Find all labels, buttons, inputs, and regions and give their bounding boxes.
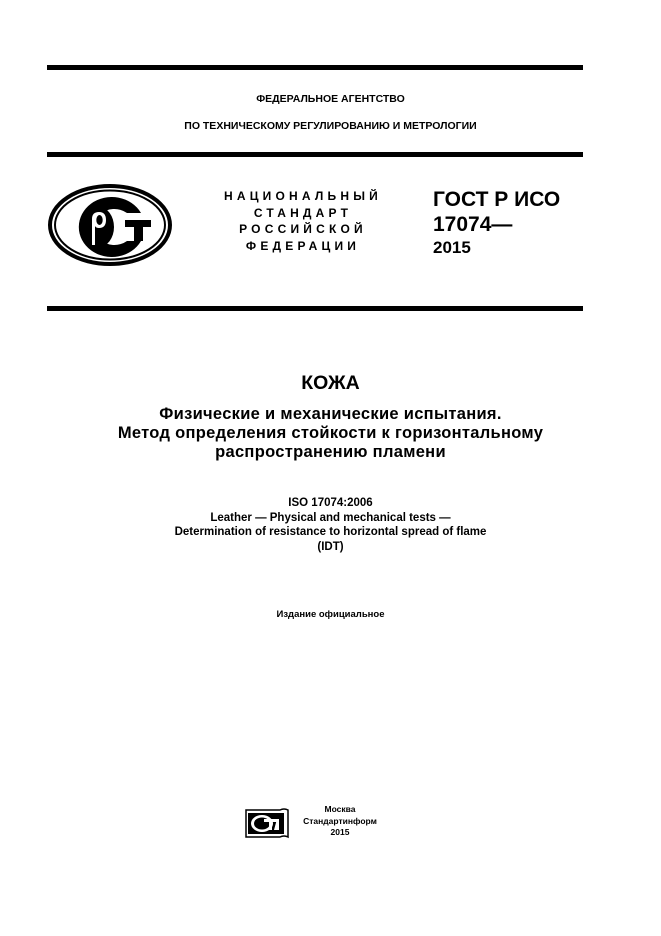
publisher-year: 2015 bbox=[330, 827, 350, 837]
agency-name-line2: ПО ТЕХНИЧЕСКОМУ РЕГУЛИРОВАНИЮ И МЕТРОЛОГИИ bbox=[184, 120, 477, 132]
designation-line1: ГОСТ Р ИСО bbox=[433, 188, 561, 211]
iso-title-line: Leather — Physical and mechanical tests — bbox=[210, 511, 451, 524]
iso-title-line: Determination of resistance to horizontal spread of flame bbox=[174, 526, 487, 538]
national-line: ФЕДЕРАЦИИ bbox=[245, 238, 361, 253]
national-line: РОССИЙСКОЙ bbox=[239, 222, 367, 236]
national-line: СТАНДАРТ bbox=[253, 205, 353, 220]
publisher-city: Москва bbox=[324, 804, 356, 814]
document-title: КОЖА bbox=[301, 372, 360, 394]
top-rule bbox=[47, 65, 583, 70]
header-rule bbox=[47, 152, 583, 157]
document-subtitle bbox=[0, 405, 661, 462]
publisher-name: Стандартинформ bbox=[303, 815, 377, 826]
subtitle-line: распространению пламени bbox=[215, 443, 446, 461]
publisher-imprint bbox=[295, 804, 385, 839]
national-standard-label bbox=[208, 188, 398, 254]
subtitle-line: Физические и механические испытания. bbox=[159, 405, 502, 423]
subtitle-line: Метод определения стойкости к горизонтальному bbox=[117, 424, 544, 442]
rst-emblem-icon bbox=[47, 183, 173, 267]
standard-block-rule bbox=[47, 306, 583, 311]
iso-reference bbox=[0, 496, 661, 554]
standard-designation bbox=[433, 187, 560, 259]
iso-number: ISO 17074:2006 bbox=[288, 497, 373, 509]
designation-line2: 17074— bbox=[433, 213, 513, 236]
agency-name-line1: ФЕДЕРАЛЬНОЕ АГЕНТСТВО bbox=[256, 93, 405, 105]
standartinform-logo-icon bbox=[244, 807, 290, 840]
iso-equivalence: (IDT) bbox=[317, 540, 344, 553]
edition-label: Издание официальное bbox=[276, 609, 385, 620]
national-line: НАЦИОНАЛЬНЫЙ bbox=[223, 189, 383, 203]
designation-year: 2015 bbox=[433, 238, 471, 257]
